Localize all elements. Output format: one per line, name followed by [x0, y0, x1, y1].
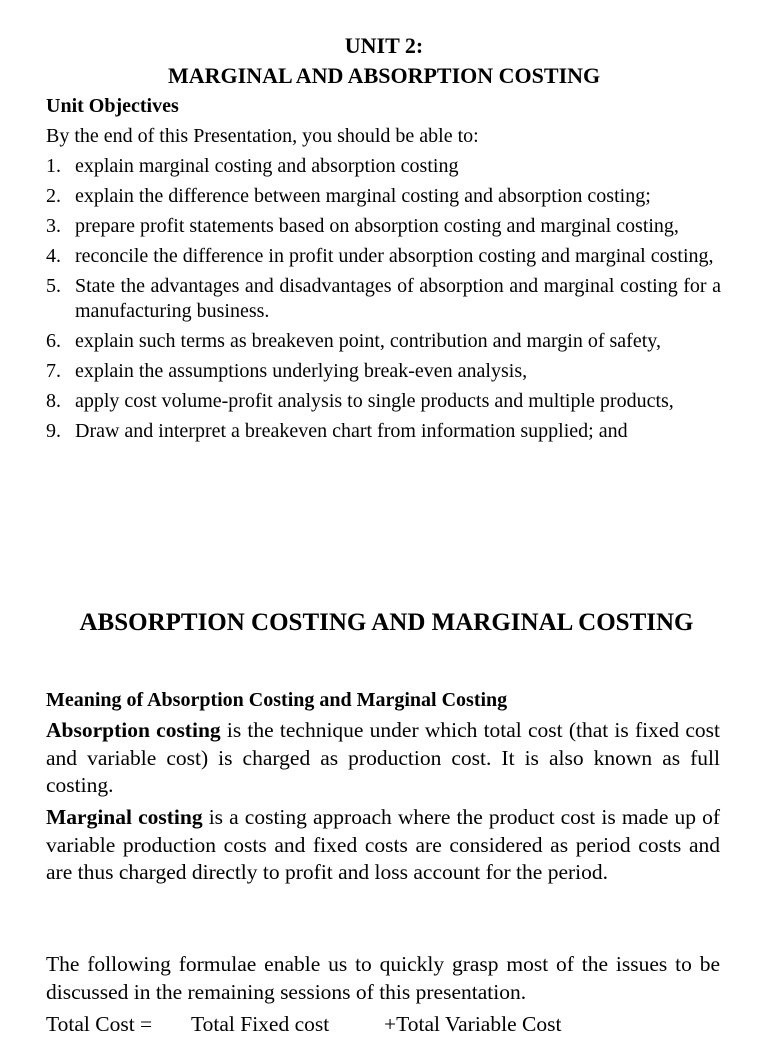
list-item-number: 3. — [46, 215, 61, 237]
meaning-heading: Meaning of Absorption Costing and Marginal Costing — [46, 689, 508, 711]
list-item-text: prepare profit statements based on absorption costing and marginal costing, — [75, 215, 679, 237]
objectives-intro: By the end of this Presentation, you should be able to: — [46, 125, 479, 147]
list-item-number: 6. — [46, 330, 61, 352]
list-item-number: 8. — [46, 390, 61, 412]
list-item-text: reconcile the difference in profit under absorption costing and marginal costing, — [75, 245, 714, 267]
list-item — [46, 154, 721, 179]
formula-fixed-cost: Total Fixed cost — [191, 1012, 330, 1036]
list-item-number: 7. — [46, 360, 61, 382]
list-item-number: 1. — [46, 155, 61, 177]
absorption-costing-definition: is the technique under which total cost (that is fixed cost and variable cost) is charged as production cost. It is also known as full costing. — [46, 718, 720, 797]
list-item — [46, 359, 721, 384]
list-item — [46, 389, 721, 414]
list-item-text: explain the assumptions underlying break-even analysis, — [75, 360, 528, 382]
list-item-number: 2. — [46, 185, 61, 207]
list-item — [46, 244, 721, 269]
total-cost-formula — [46, 1011, 561, 1037]
objectives-heading: Unit Objectives — [46, 95, 179, 117]
list-item-text: apply cost volume-profit analysis to single products and multiple products, — [75, 390, 674, 412]
unit-title: UNIT 2: — [344, 33, 424, 58]
list-item-text: Draw and interpret a breakeven chart from information supplied; and — [75, 420, 628, 442]
formula-lhs: Total Cost = — [46, 1012, 153, 1036]
marginal-costing-term: Marginal costing — [46, 805, 203, 829]
list-item — [46, 184, 721, 209]
absorption-costing-paragraph — [46, 717, 720, 800]
list-item-text: explain such terms as breakeven point, contribution and margin of safety, — [75, 330, 661, 352]
list-item-text: State the advantages and disadvantages of absorption and marginal costing for a manufacturing business. — [75, 275, 721, 322]
formulae-intro: The following formulae enable us to quickly grasp most of the issues to be discussed in the remaining sessions of this presentation. — [46, 952, 720, 1004]
objectives-list — [46, 154, 721, 449]
unit-subtitle: MARGINAL AND ABSORPTION COSTING — [168, 63, 601, 88]
list-item-text: explain marginal costing and absorption costing — [75, 155, 459, 177]
absorption-costing-term: Absorption costing — [46, 718, 221, 742]
list-item-text: explain the difference between marginal costing and absorption costing; — [75, 185, 651, 207]
section-heading: ABSORPTION COSTING AND MARGINAL COSTING — [79, 609, 694, 636]
marginal-costing-definition: is a costing approach where the product cost is made up of variable production costs and fixed costs are considered as period costs and are thus charged directly to profit and loss account for the period. — [46, 805, 720, 884]
list-item-number: 5. — [46, 275, 61, 297]
list-item — [46, 329, 721, 354]
formula-variable-cost: +Total Variable Cost — [384, 1012, 562, 1036]
list-item — [46, 419, 721, 444]
list-item — [46, 274, 721, 324]
list-item-number: 4. — [46, 245, 61, 267]
marginal-costing-paragraph — [46, 804, 720, 887]
list-item-number: 9. — [46, 420, 61, 442]
list-item — [46, 214, 721, 239]
